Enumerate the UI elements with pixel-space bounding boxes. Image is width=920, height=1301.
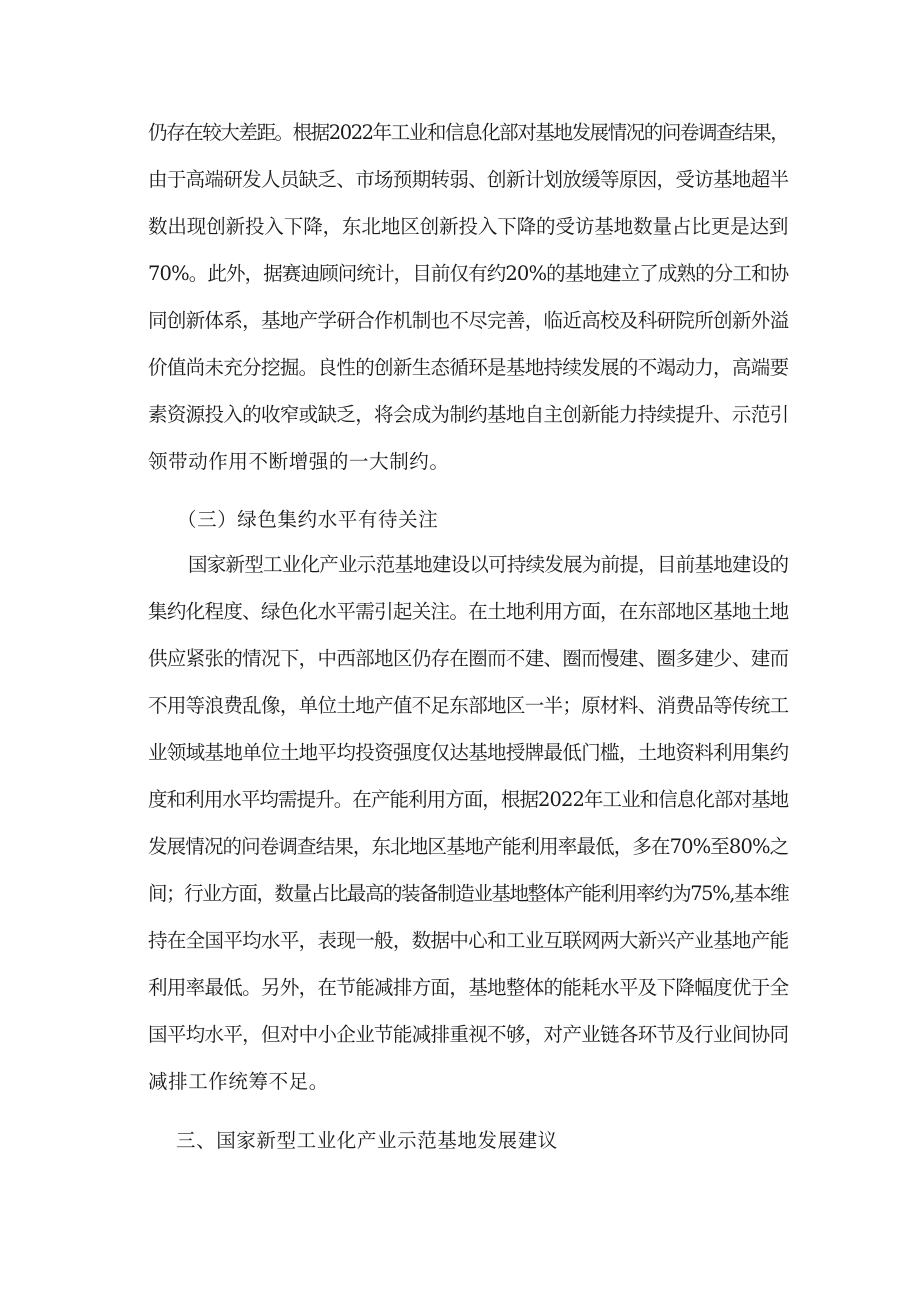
paragraph-line: 减排工作统筹不足。 — [148, 1070, 329, 1093]
paragraph-line: 国平均水平，但对中小企业节能减排重视不够，对产业链各环节及行业间协同 — [148, 1023, 789, 1046]
paragraph-line: 持在全国平均水平，表现一般，数据中心和工业互联网两大新兴产业基地产能 — [148, 929, 789, 952]
paragraph-line: 素资源投入的收窄或缺乏，将会成为制约基地自主创新能力持续提升、示范引 — [148, 403, 789, 426]
paragraph-line: 利用率最低。另外，在节能减排方面，基地整体的能耗水平及下降幅度优于全 — [148, 976, 789, 999]
paragraph-line: 价值尚未充分挖掘。良性的创新生态循环是基地持续发展的不竭动力，高端要 — [148, 356, 789, 379]
paragraph-line: 同创新体系，基地产学研合作机制也不尽完善，临近高校及科研院所创新外溢 — [148, 309, 789, 332]
paragraph-line: 不用等浪费乱像，单位土地产值不足东部地区一半；原材料、消费品等传统工 — [148, 694, 789, 717]
section-heading: 三、国家新型工业化产业示范基地发展建议 — [176, 1129, 558, 1152]
paragraph-line: 由于高端研发人员缺乏、市场预期转弱、创新计划放缓等原因，受访基地超半 — [148, 168, 789, 191]
paragraph-line: 70%。此外，据赛迪顾问统计，目前仅有约20%的基地建立了成熟的分工和协 — [148, 262, 789, 285]
paragraph-line: 领带动作用不断增强的一大制约。 — [148, 450, 450, 473]
paragraph-line: 间；行业方面，数量占比最高的装备制造业基地整体产能利用率约为75%,基本维 — [148, 882, 789, 905]
paragraph-line: 业领域基地单位土地平均投资强度仅达基地授牌最低门槛，土地资料利用集约 — [148, 741, 789, 764]
paragraph-line: 发展情况的问卷调查结果，东北地区基地产能利用率最低，多在70%至80%之 — [148, 835, 789, 858]
subheading: （三）绿色集约水平有待关注 — [177, 508, 439, 531]
paragraph-line: 供应紧张的情况下，中西部地区仍存在圈而不建、圈而慢建、圈多建少、建而 — [148, 647, 789, 670]
paragraph-line: 仍存在较大差距。根据2022年工业和信息化部对基地发展情况的问卷调查结果， — [148, 121, 789, 144]
paragraph-line: 国家新型工业化产业示范基地建设以可持续发展为前提，目前基地建设的 — [188, 553, 789, 576]
paragraph-line: 集约化程度、绿色化水平需引起关注。在土地利用方面，在东部地区基地土地 — [148, 600, 789, 623]
paragraph-line: 度和利用水平均需提升。在产能利用方面，根据2022年工业和信息化部对基地 — [148, 788, 789, 811]
paragraph-line: 数出现创新投入下降，东北地区创新投入下降的受访基地数量占比更是达到 — [148, 215, 789, 238]
